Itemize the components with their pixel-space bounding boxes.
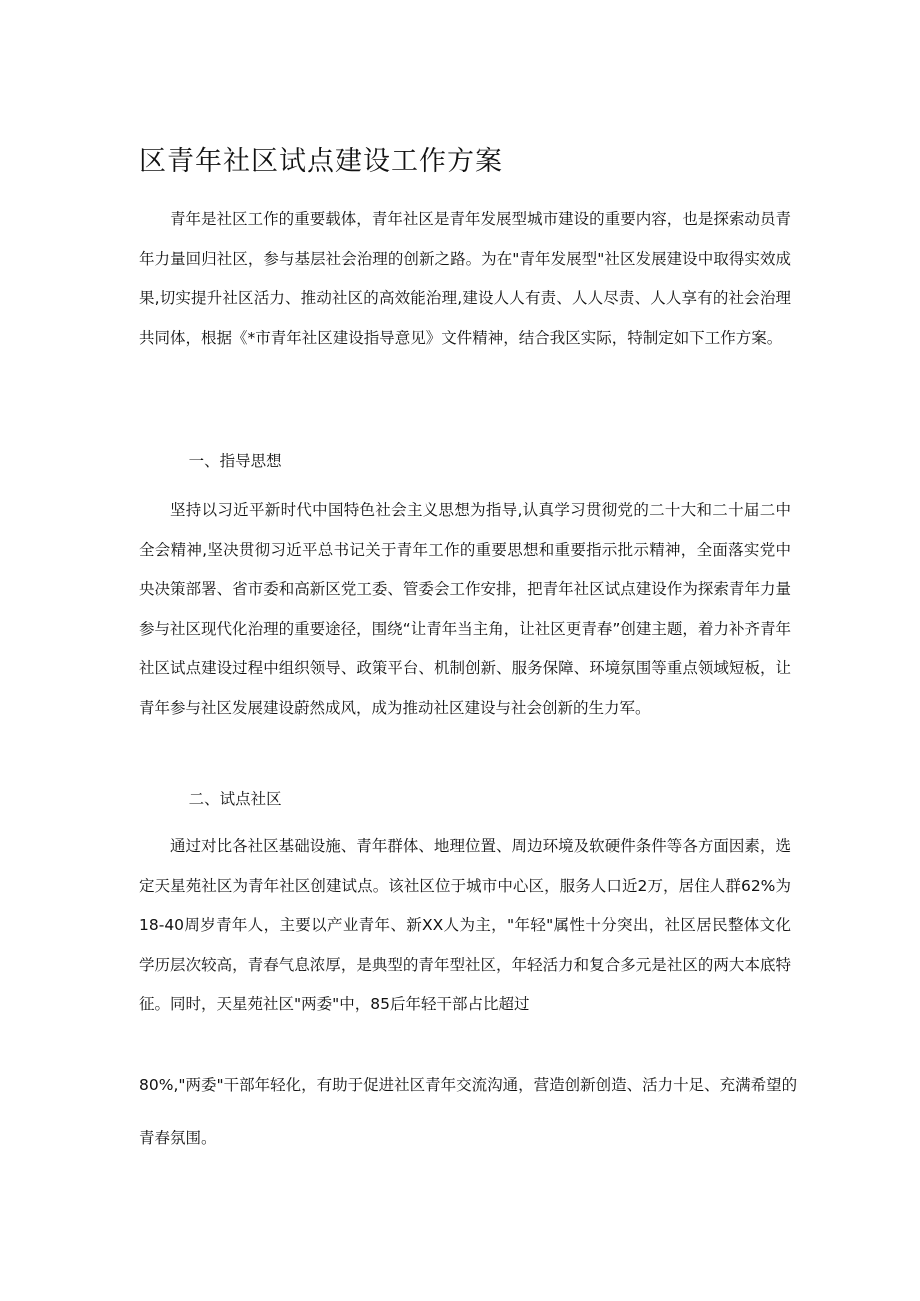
section-body-guiding-ideology: 坚持以习近平新时代中国特色社会主义思想为指导,认真学习贯彻党的二十大和二十届二中全会精神,坚决贯彻习近平总书记关于青年工作的重要思想和重要指示批示精神，全面落实党中央决策部署、省市委和高新区党工委、管委会工作安排，把青年社区试点建设作为探索青年力量参与社区现代化治理的重要途径，围绕“让青年当主角，让社区更青春”创建主题，着力补齐青年社区试点建设过程中组织领导、政策平台、机制创新、服务保障、环境氛围等重点领域短板，让青年参与社区发展建设蔚然成风，成为推动社区建设与社会创新的生力军。: [139, 501, 791, 717]
section-body-continuation-line: 80%,"两委"干部年轻化，有助于促进社区青年交流沟通，营造创新创造、活力十足、充满希望的: [139, 1076, 798, 1094]
section-heading-pilot-community: 二、试点社区: [188, 790, 282, 808]
intro-paragraph: 青年是社区工作的重要载体，青年社区是青年发展型城市建设的重要内容，也是探索动员青年力量回归社区，参与基层社会治理的创新之路。为在"青年发展型"社区发展建设中取得实效成果,切实提升社区活力、推动社区的高效能治理,建设人人有责、人人尽责、人人享有的社会治理共同体，根据《*市青年社区建设指导意见》文件精神，结合我区实际，特制定如下工作方案。: [139, 210, 791, 347]
section-heading-guiding-ideology: 一、指导思想: [188, 452, 282, 470]
section-body-pilot-community: 通过对比各社区基础设施、青年群体、地理位置、周边环境及软硬件条件等各方面因素，选定天星苑社区为青年社区创建试点。该社区位于城市中心区，服务人口近2万，居住人群62%为18-40周岁青年人，主要以产业青年、新XX人为主，"年轻"属性十分突出，社区居民整体文化学历层次较高，青春气息浓厚，是典型的青年型社区，年轻活力和复合多元是社区的两大本底特征。同时，天星苑社区"两委"中，85后年轻干部占比超过: [139, 837, 791, 1014]
section-body-final-line: 青春氛围。: [139, 1129, 217, 1147]
document-title: 区青年社区试点建设工作方案: [139, 146, 503, 177]
